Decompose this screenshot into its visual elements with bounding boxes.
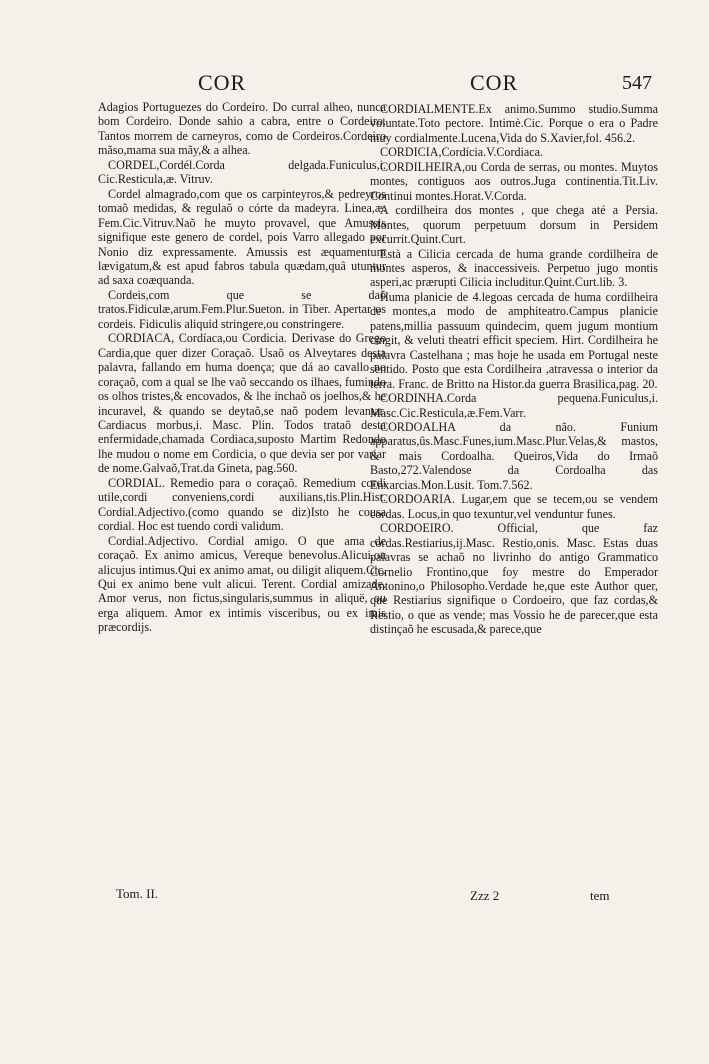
- left-column: [98, 100, 386, 635]
- entry-cordilheira-persia: A cordilheira dos montes , que chega até a Persia. Montes, quorum perpetuum dorsum in Persidem excurrit.Quint.Curt.: [370, 203, 658, 247]
- catchword: tem: [590, 888, 610, 903]
- entry-cordel-almagrado: Cordel almagrado,com que os carpinteyros,& pedreyros tomaõ medidas, & regulaõ o córte da madeyra. Linea,æ. Fem.Cic.Vitruv.Naõ he muyto provavel, que Amussis signifique este genero de cordel, pois Varro allegado por Nonio diz expressamente. Amussis est æquamentum lævigatum,& est apud fabros tabula quædam,quâ utuntur ad saxa coæquanda.: [98, 186, 386, 288]
- entry-cordicia: CORDICIA,Cordícia.V.Cordiaca.: [380, 145, 544, 160]
- running-head-right: COR: [470, 70, 519, 95]
- signature-mark: Zzz 2: [470, 888, 500, 903]
- entry-cordeis: Cordeis,com que se daõ tratos.Fidiculæ,arum.Fem.Plur.Sueton. in Tiber. Apertar os cordeis. Fidiculis aliquid stringere,ou constringere.: [98, 287, 386, 331]
- entry-cordoalha: CORDOALHA da não. Funium apparatus,ûs.Masc.Funes,ium.Masc.Plur.Velas,& mastos, & mais Cordoalha. Queiros,Vida do Irmaõ Basto,272.Valendose da Cordoalha das Enxarcias.Mon.Lusit. Tom.7.562.: [370, 419, 658, 492]
- entry-cordel: CORDEL,Cordél.Corda delgada.Funiculus,i. Cic.Resticula,æ. Vitruv.: [98, 157, 386, 187]
- running-head-left: COR: [198, 70, 247, 95]
- entry-cordiaca: CORDIACA, Cordíaca,ou Cordicia. Derivase do Grego Cardia,que quer dizer Coraçaõ. Usaõ os Alveytares desta palavra, fallando em huma doença; que dá ao cavallo no coraçaõ, com a qual se lhe vaõ seccando os ilhaes, fumindo os olhos tristes,& encovados, & lhe inchaõ os joelhos,& he incuravel, & quando se deytaõ,se naõ podem levantar. Cardiacus morbus,i. Masc. Plin. Todos trataõ desta enfermidade,chamada Cordiaca,suposto Martim Redondo lhe mudou o nome em Cordicia, o que devia ser por variar de nome.Galvaõ,Trat.da Gineta, pag.560.: [98, 331, 386, 476]
- entry-cordoeiro: CORDOEIRO. Official, que faz cordas.Restiarius,ij.Masc. Restio,onis. Masc. Estas duas palavras se achaõ no livrinho do antigo Grammatico Cornelio Frontino,que foy mestre do Emperador Antonino,o Philosopho.Verdade he,que este Author quer, que Restiarius signifique o Cordoeiro, que faz cordas,& Restio, o que as vende; mas Vossio he de parecer,que esta distinçaõ he escusada,& parece,que: [370, 521, 658, 637]
- entry-cordial: CORDIAL. Remedio para o coraçaõ. Remedium cordi utile,cordi conveniens,cordi auxilians,tis.Plin.Hist. Cordial.Adjectivo.(como quando se diz)Isto he cousa cordial. Hoc est tuendo cordi validum.: [98, 475, 386, 534]
- entry-cordilheira-cilicia: Està a Cilicia cercada de huma grande cordilheira de montes asperos, & inaccessiveis. Perpetuo jugo montis asperi,ac prærupti Cilicia includitur.Quint.Curt.lib. 3.: [370, 246, 658, 290]
- page-number: 547: [622, 72, 652, 94]
- volume-label: Tom. II.: [116, 886, 159, 901]
- entry-adagios: Adagios Portuguezes do Cordeiro. Do curral alheo, nunca bom Cordeiro. Donde sahio a cabra, entre o Cordeiro. Tantos morrem de carneyros, como de Cordeiros.Cordeiro mãso,mama sua mãy,& a alhea.: [98, 100, 386, 158]
- entry-cordial-adjectivo: Cordial.Adjectivo. Cordial amigo. O que ama de coraçaõ. Ex animo amicus, Vereque benevolus.Alicui,ou alicujus intimus.Qui ex animo amat, ou diligit aliquem.Cic. Qui ex animo bene vult alicui. Terent. Cordial amizade. Amor verus, non fictus,singularis,summus in aliquë, ou erga aliquem. Amor ex intimis visceribus, ou ex imis præcordijs.: [98, 533, 386, 635]
- entry-cordinha: CORDINHA.Corda pequena.Funiculus,i. Masc.Cic.Resticula,æ.Fem.Varr.: [370, 391, 658, 420]
- right-column: [370, 102, 658, 637]
- entry-cordialmente: CORDIALMENTE.Ex animo.Summo studio.Summa voluntate.Toto pectore. Intimè.Cic. Porque o era o Padre muy cordialmente.Lucena,Vida do S.Xavier,fol. 456.2.: [370, 102, 658, 145]
- entry-cordilheira-planicie: Huma planicie de 4.legoas cercada de huma cordilheira de montes,a modo de amphiteatro.Campus planicie patens,millia passuum quindecim, quem jugum montium cingit, & veluti theatri efficit speciem. Hirt. Cordilheira he palavra Castelhana ; mas hoje he usada em Portugal neste sentido. Posto que esta Cordilheira ,atravessa o interior da terra. Franc. de Britto na Histor.da guerra Brasilica,pag. 20.: [370, 289, 658, 391]
- entry-cordilheira: CORDILHEIRA,ou Corda de serras, ou montes. Muytos montes, contiguos aos outros.Juga continentia.Tit.Liv. Continui montes.Horat.V.Corda.: [370, 159, 658, 203]
- entry-cordoaria: CORDOARIA. Lugar,em que se tecem,ou se vendem cordas. Locus,in quo texuntur,vel venduntur funes.: [370, 492, 658, 521]
